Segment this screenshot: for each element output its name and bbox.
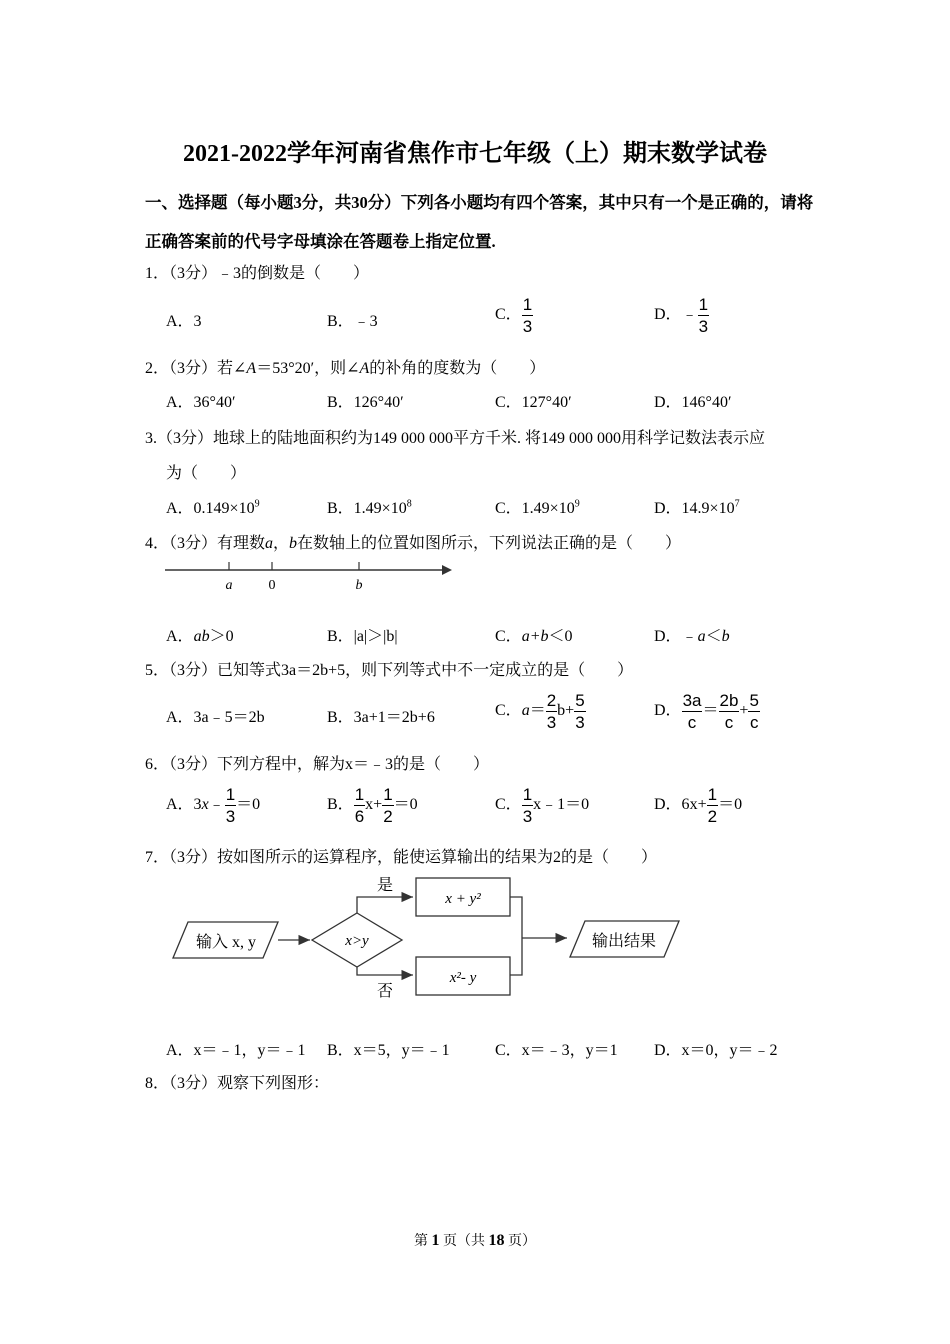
number-line-arrow (442, 565, 452, 575)
q4-option-a: A．ab＞0 (166, 628, 234, 645)
q6-option-c: C． $\frac{1}{3}$ x﹣1＝0 (495, 785, 590, 826)
question-7-stem: 7．（3分）按如图所示的运算程序，能使运算输出的结果为2的是（ ） (145, 849, 658, 866)
q5-option-d: D． $\frac{3a}{c}$ ＝ $\frac{2b}{c}$ + $\frac{5}{c}$ (654, 691, 759, 732)
section-instructions-line2: 正确答案前的代号字母填涂在答题卷上指定位置. (145, 232, 496, 251)
page-total: 18 (488, 1232, 505, 1249)
page-footer: 第 1 页（共 18 页） (414, 1232, 536, 1249)
flow-input-label: 输入 x, y (195, 934, 257, 951)
question-2-stem: 2．（3分）若∠A＝53°20′，则∠A的补角的度数为（ ） (145, 360, 546, 377)
q7-option-b: B．x＝5，y＝﹣1 (327, 1042, 450, 1059)
question-5-stem: 5．（3分）已知等式3a＝2b+5，则下列等式中不一定成立的是（ ） (145, 662, 634, 679)
flow-arrow-yes (357, 897, 413, 913)
q2-option-d: D．146°40′ (654, 394, 732, 411)
q3-option-b: B．$1.49\times 10^8$ (327, 498, 412, 517)
q4-option-b: B．|a|＞|b| (327, 628, 398, 645)
flow-box-bottom-label: x²- y (449, 970, 477, 986)
q3-option-d: D．$14.9\times 10^7$ (654, 498, 740, 517)
number-line-figure (160, 556, 460, 596)
flow-no-label: 否 (376, 983, 394, 1000)
q4-option-c: C．a+b＜0 (495, 628, 573, 645)
flow-condition-label: x>y (345, 933, 369, 949)
page-title: 2021-2022学年河南省焦作市七年级（上）期末数学试卷 (183, 141, 767, 167)
q3-option-c: C．$1.49\times 10^9$ (495, 498, 580, 517)
axis-label-b: b (355, 578, 363, 593)
question-3-stem-line1: 3.（3分）地球上的陆地面积约为149 000 000平方千米. 将149 000 000用科学记数法表示应 (145, 430, 766, 447)
q1-option-d: D．﹣ $\frac{1}{3}$ (654, 295, 709, 336)
q5-option-b: B．3a+1＝2b+6 (327, 709, 435, 726)
question-6-stem: 6．（3分）下列方程中，解为x＝﹣3的是（ ） (145, 756, 490, 773)
q7-option-a: A．x＝﹣1，y＝﹣1 (166, 1042, 306, 1059)
page-number: 1 (431, 1232, 440, 1249)
q1-option-b: B．﹣3 (327, 313, 378, 330)
q2-option-a: A．36°40′ (166, 394, 236, 411)
q1-option-a: A．3 (166, 313, 202, 330)
question-1-stem: 1．（3分）﹣3的倒数是（ ） (145, 265, 370, 282)
question-3-stem-line2: 为（ ） (166, 465, 247, 482)
axis-label-a: a (225, 578, 233, 593)
question-8-stem: 8．（3分）观察下列图形： (145, 1075, 330, 1092)
flow-yes-label: 是 (376, 877, 394, 894)
q3-option-a: A．$0.149\times 10^9$ (166, 498, 260, 517)
flow-output-label: 输出结果 (591, 933, 657, 950)
axis-label-0: 0 (268, 578, 276, 593)
q6-option-a: A．3x﹣ $\frac{1}{3}$ ＝0 (166, 785, 261, 826)
flowchart-figure (160, 870, 690, 1010)
q2-option-b: B．126°40′ (327, 394, 404, 411)
q5-option-c: C．a＝ $\frac{2}{3}$ b+ $\frac{5}{3}$ (495, 691, 585, 732)
q6-option-b: B． $\frac{1}{6}$ x+ $\frac{1}{2}$ ＝0 (327, 785, 418, 826)
flow-merge-line (510, 897, 522, 975)
q1-option-c: C． $\frac{1}{3}$ (495, 295, 533, 336)
flow-box-top-label: x + y² (445, 891, 481, 907)
q6-option-d: D．6x+ $\frac{1}{2}$ ＝0 (654, 785, 743, 826)
q7-option-d: D．x＝0，y＝﹣2 (654, 1042, 778, 1059)
q4-option-d: D．﹣a＜b (654, 628, 730, 645)
section-instructions-line1: 一、选择题（每小题3分，共30分）下列各小题均有四个答案，其中只有一个是正确的，请将 (145, 193, 814, 212)
q5-option-a: A．3a﹣5＝2b (166, 709, 265, 726)
question-4-stem: 4．（3分）有理数a，b在数轴上的位置如图所示，下列说法正确的是（ ） (145, 535, 682, 552)
q7-option-c: C．x＝﹣3，y＝1 (495, 1042, 618, 1059)
q2-option-c: C．127°40′ (495, 394, 572, 411)
flow-arrow-no (357, 967, 413, 975)
